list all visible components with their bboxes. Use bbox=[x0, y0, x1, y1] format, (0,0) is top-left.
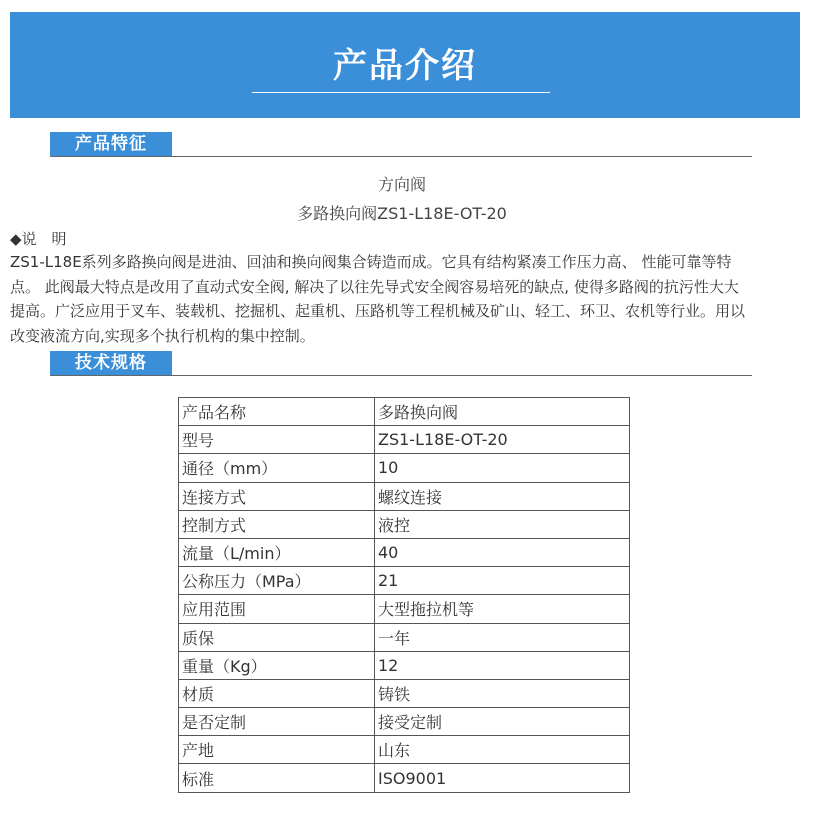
spec-value: 铸铁 bbox=[375, 679, 630, 707]
section-header-specs bbox=[50, 351, 752, 376]
table-row bbox=[179, 679, 630, 707]
description-line: 点。 此阀最大特点是改用了直动式安全阀, 解决了以往先导式安全阀容易培死的缺点, 使得多路阀的抗污性大大 bbox=[10, 277, 739, 296]
spec-key: 产地 bbox=[179, 736, 375, 764]
spec-value: 螺纹连接 bbox=[375, 482, 630, 510]
table-row bbox=[179, 426, 630, 454]
spec-value: 大型拖拉机等 bbox=[375, 595, 630, 623]
section-header-features bbox=[50, 132, 752, 157]
description-label: ◆说 明 bbox=[10, 230, 67, 248]
spec-key: 质保 bbox=[179, 623, 375, 651]
banner-underline bbox=[252, 92, 550, 93]
table-row bbox=[179, 482, 630, 510]
spec-value: 山东 bbox=[375, 736, 630, 764]
description-line: ZS1-L18E系列多路换向阀是进油、回油和换向阀集合铸造而成。它具有结构紧凑工作压力高、 性能可靠等特 bbox=[10, 253, 732, 271]
spec-value: 一年 bbox=[375, 623, 630, 651]
spec-key: 材质 bbox=[179, 679, 375, 707]
product-category: 方向阀 bbox=[377, 175, 426, 194]
section-tag-features: 产品特征 bbox=[50, 132, 172, 156]
spec-value: 40 bbox=[375, 538, 630, 566]
spec-value: ZS1-L18E-OT-20 bbox=[375, 426, 630, 454]
table-row bbox=[179, 567, 630, 595]
table-row bbox=[179, 708, 630, 736]
description-line: 提高。广泛应用于叉车、装载机、挖掘机、起重机、压路机等工程机械及矿山、轻工、环卫、农机等行业。用以 bbox=[10, 302, 746, 320]
spec-key: 流量（L/min） bbox=[179, 538, 375, 566]
table-row bbox=[179, 510, 630, 538]
banner-title: 产品介绍 bbox=[333, 46, 477, 86]
spec-key: 连接方式 bbox=[179, 482, 375, 510]
spec-key: 是否定制 bbox=[179, 708, 375, 736]
header-banner bbox=[10, 12, 800, 118]
table-row bbox=[179, 651, 630, 679]
table-row bbox=[179, 736, 630, 764]
spec-key: 应用范围 bbox=[179, 595, 375, 623]
spec-key: 型号 bbox=[179, 426, 375, 454]
spec-value: 接受定制 bbox=[375, 708, 630, 736]
spec-table bbox=[178, 397, 630, 793]
spec-key: 重量（Kg） bbox=[179, 651, 375, 679]
spec-value: 10 bbox=[375, 454, 630, 482]
section-tag-specs: 技术规格 bbox=[50, 351, 172, 375]
spec-key: 产品名称 bbox=[179, 398, 375, 426]
table-row bbox=[179, 398, 630, 426]
spec-value: 21 bbox=[375, 567, 630, 595]
description-body bbox=[10, 250, 800, 348]
spec-value: 多路换向阀 bbox=[375, 398, 630, 426]
spec-key: 控制方式 bbox=[179, 510, 375, 538]
spec-value: 12 bbox=[375, 651, 630, 679]
table-row bbox=[179, 454, 630, 482]
table-row bbox=[179, 764, 630, 792]
table-row bbox=[179, 595, 630, 623]
description-line: 改变液流方向,实现多个执行机构的集中控制。 bbox=[10, 326, 315, 345]
table-row bbox=[179, 538, 630, 566]
spec-key: 标准 bbox=[179, 764, 375, 792]
spec-key: 公称压力（MPa） bbox=[179, 567, 375, 595]
spec-key: 通径（mm） bbox=[179, 454, 375, 482]
table-row bbox=[179, 623, 630, 651]
spec-value: ISO9001 bbox=[375, 764, 630, 792]
spec-value: 液控 bbox=[375, 510, 630, 538]
product-model-title: 多路换向阀ZS1-L18E-OT-20 bbox=[297, 204, 507, 223]
